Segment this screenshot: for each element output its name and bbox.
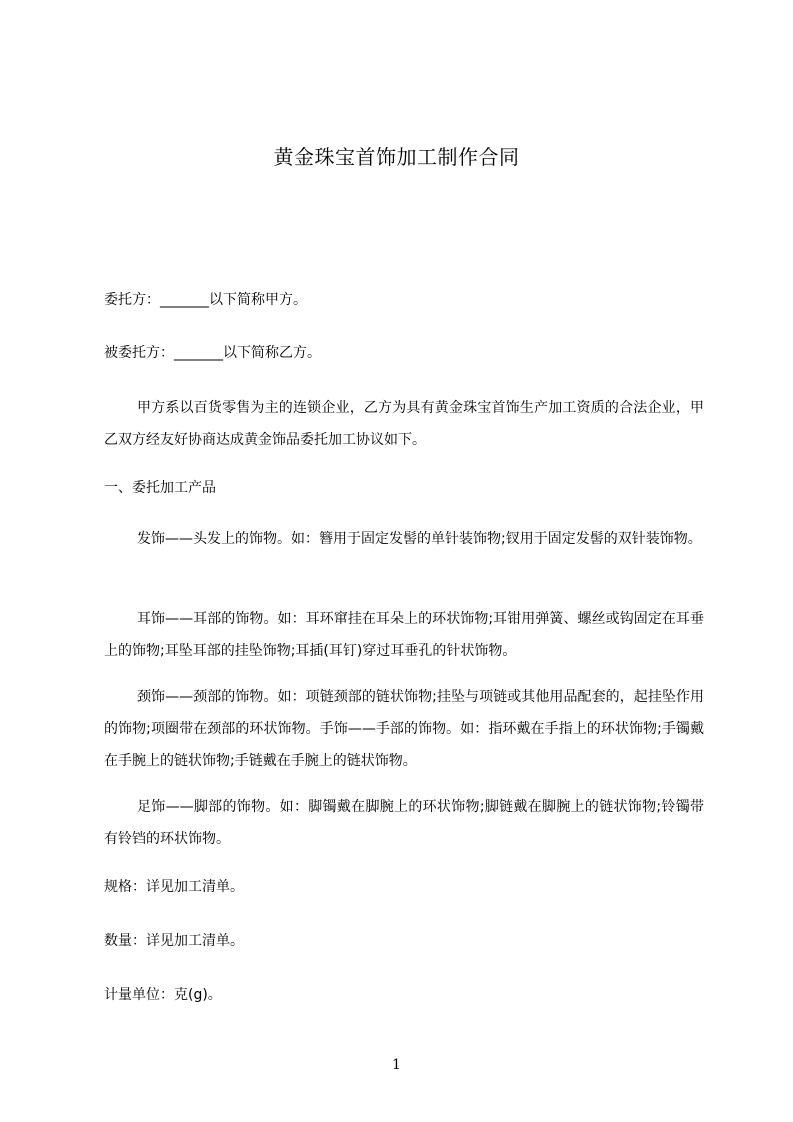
- paragraph-quantity: 数量：详见加工清单。: [104, 933, 244, 949]
- paragraph-contractor: 被委托方：_______以下简称乙方。: [104, 345, 321, 361]
- paragraph-parties-intro: 甲方系以百货零售为主的连锁企业，乙方为具有黄金珠宝首饰生产加工资质的合法企业，甲乙双方经友好协商达成黄金饰品委托加工协议如下。: [104, 400, 704, 448]
- paragraph-neck-hand-ornaments: 颈饰——颈部的饰物。如：项链颈部的链状饰物;挂坠与项链或其他用品配套的，起挂坠作用的饰物;项圈带在颈部的环状饰物。手饰——手部的饰物。如：指环戴在手指上的环状饰物;手镯戴在手腕上的链状饰物;手链戴在手腕上的链状饰物。: [104, 689, 704, 769]
- section-heading-products: 一、委托加工产品: [104, 480, 216, 496]
- paragraph-client: 委托方：_______以下简称甲方。: [104, 292, 307, 308]
- document-title: 黄金珠宝首饰加工制作合同: [273, 145, 520, 169]
- paragraph-ear-ornaments: 耳饰——耳部的饰物。如：耳环窜挂在耳朵上的环状饰物;耳钳用弹簧、螺丝或钩固定在耳垂上的饰物;耳坠耳部的挂坠饰物;耳插(耳钉)穿过耳垂孔的针状饰物。: [104, 611, 704, 659]
- paragraph-specification: 规格：详见加工清单。: [104, 879, 244, 895]
- paragraph-unit: 计量单位：克(g)。: [104, 987, 222, 1003]
- page-number: 1: [392, 1057, 401, 1073]
- paragraph-hair-ornaments: 发饰——头发上的饰物。如：簪用于固定发髻的单针装饰物;钗用于固定发髻的双针装饰物。: [137, 531, 702, 547]
- paragraph-foot-ornaments: 足饰——脚部的饰物。如：脚镯戴在脚腕上的环状饰物;脚链戴在脚腕上的链状饰物;铃镯带有铃铛的环状饰物。: [104, 799, 704, 847]
